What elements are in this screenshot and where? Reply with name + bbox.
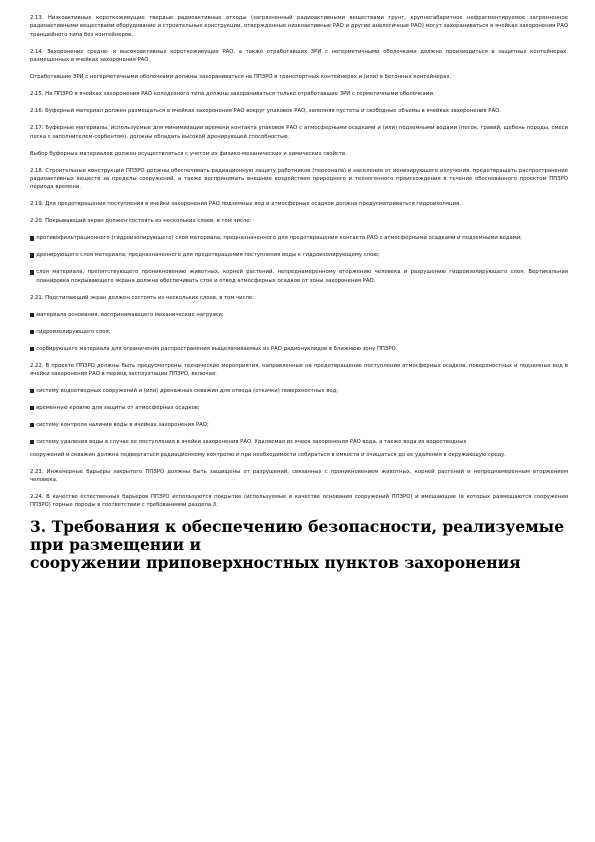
section-heading-line-2: сооружении приповерхностных пунктов захоронения: [30, 553, 521, 573]
paragraph: 2.20. Покрывающий экран должен состоять из нескольких слоев, в том числе:: [30, 218, 252, 225]
paragraph: 2.18. Строительные конструкции ППЗРО должны обеспечивать радиационную защиту работников (персонала) и населения от ионизирующего излучения, предотвращать распространение радиоактивных веществ за пределы сооружений, а также воспринимать внешние воздействия природного и техногенного происхождения в течение обоснованного проектом ППЗРО периода времени.: [30, 167, 568, 191]
document-page: [30, 14, 568, 572]
bullet-text: систему водоотводных сооружений и (или) дренажных скважин для отвода (откачки) поверхностных вод;: [36, 388, 339, 395]
bullet-item: [30, 328, 568, 336]
bullet-text: материала основания, воспринимающего механические нагрузки;: [36, 311, 224, 318]
bullet-item: [30, 234, 568, 242]
bullet-square-icon: [30, 330, 34, 334]
bullet-square-icon: [30, 253, 34, 257]
document-body: [30, 14, 568, 510]
bullet-text: временную кровлю для защиты от атмосферных осадков;: [36, 405, 200, 412]
bullet-item: [30, 421, 568, 429]
bullet-text: систему удаления воды в случае ее поступления в ячейки захоронения РАО. Удаляемая из ячеек захоронения РАО вода, а также вода из водоотводных: [36, 439, 467, 446]
bullet-square-icon: [30, 236, 34, 240]
bullet-text: систему контроля наличия воды в ячейках захоронения РАО;: [36, 422, 209, 429]
bullet-item: [30, 251, 568, 259]
paragraph: сооружений и скважин должна подвергаться радиационному контролю и при необходимости собираться в емкости и очищаться до ее удаления в окружающую среду.: [30, 451, 506, 458]
bullet-item: [30, 438, 568, 446]
bullet-item: [30, 311, 568, 319]
bullet-text: слоя материала, препятствующего проникновению животных, корней растений, непреднамеренному вторжению человека и разрушению гидроизолирующего слоя. Вертикальная планировка покрывающего экрана должна обеспечивать сток и отвод атмосферных осадков от зоны захоронения РАО.: [36, 269, 568, 284]
bullet-item: [30, 404, 568, 412]
bullet-square-icon: [30, 270, 34, 274]
bullet-text: гидроизолирующего слоя;: [36, 328, 111, 335]
bullet-item: [30, 345, 568, 353]
bullet-square-icon: [30, 347, 34, 351]
paragraph: 2.13. Низкоактивные короткоживущие твердые радиоактивные отходы (загрязненный радиоактивными веществами грунт, крупногабаритное нефрагментируемое загрязненное радиоактивными веществами оборудование и строительные конструкции, отвержденные низкоактивные РАО и другие аналогичные РАО) могут захораниваться в ячейках захоронения РАО траншейного типа без контейнеров.: [30, 15, 568, 38]
section-heading: [30, 518, 568, 572]
paragraph: 2.14. Захоронение средне- и высокоактивных короткоживущих РАО, а также отработавших ЗРИ с негерметичными оболочками должно производиться в защитных контейнерах, размещенных в ячейках захоронения РАО.: [30, 48, 568, 64]
bullet-square-icon: [30, 313, 34, 317]
paragraph: 2.24. В качестве естественных барьеров ППЗРО используются покрытие (используемые в качестве основания сооружений ППЗРО) и вмещающие (в которых размещаются сооружения ППЗРО) горные породы в соответствии с требованиями раздела 3.: [30, 494, 568, 509]
bullet-text: противофильтрационного (гидроизолирующего) слоя материала, предназначенного для предотвращения контакта РАО с атмосферными осадками и подземными водами;: [36, 235, 522, 242]
paragraph: 2.23. Инженерные барьеры закрытого ППЗРО должны быть защищены от разрушений, связанных с проникновением животных, корней растений и непреднамеренным вторжением человека.: [30, 468, 568, 484]
bullet-text: дренирующего слоя материала, предназначенного для предотвращения поступления воды к гидроизолирующему слою;: [36, 252, 380, 259]
bullet-square-icon: [30, 423, 34, 427]
paragraph: 2.21. Подстилающий экран должен состоять из нескольких слоев, в том числе:: [30, 294, 254, 301]
paragraph: Выбор буферных материалов должен осуществляться с учетом их физико-механических и химических свойств.: [30, 150, 347, 157]
paragraph: 2.16. Буферный материал должен размещаться в ячейках захоронения РАО вокруг упаковок РАО, заполняя пустоты и свободные объемы в ячейках захоронения РАО.: [30, 108, 501, 115]
bullet-item: [30, 268, 568, 285]
section-heading-line-1: 3. Требования к обеспечению безопасности, реализуемые при размещении и: [30, 517, 565, 555]
bullet-square-icon: [30, 440, 34, 444]
bullet-text: сорбирующего материала для ограничения распространения выщелачиваемых из РАО радионуклидов в ближнюю зону ППЗРО.: [36, 345, 398, 352]
bullet-item: [30, 387, 568, 395]
bullet-square-icon: [30, 389, 34, 393]
paragraph: Отработавшие ЗРИ с негерметичными оболочками должны захораниваться на ППЗРО в транспортных контейнерах и (или) в бетонных контейнерах.: [30, 74, 452, 81]
paragraph: 2.15. На ППЗРО в ячейках захоронения РАО колодезного типа должны захораниваться только отработавшие ЗРИ с герметичными оболочками.: [30, 91, 435, 98]
paragraph: 2.19. Для предотвращения поступления в ячейки захоронения РАО подземных вод и атмосферных осадков должна предусматриваться гидроизоляция.: [30, 201, 461, 208]
bullet-square-icon: [30, 406, 34, 410]
paragraph: 2.17. Буферные материалы, используемые для минимизации времени контакта упаковок РАО с атмосферными осадками и (или) подземными водами (песок, гравий, щебень породы, смеси песка с заполнителем-сорбентом), должны обладать высокой дренирующей способностью.: [30, 125, 568, 140]
paragraph: 2.22. В проекте ППЗРО должны быть предусмотрены технические мероприятия, направленные на предотвращение поступления атмосферных осадков, поверхностных и подземных вод в ячейки захоронения РАО в период эксплуатации ППЗРО, включая:: [30, 362, 568, 378]
